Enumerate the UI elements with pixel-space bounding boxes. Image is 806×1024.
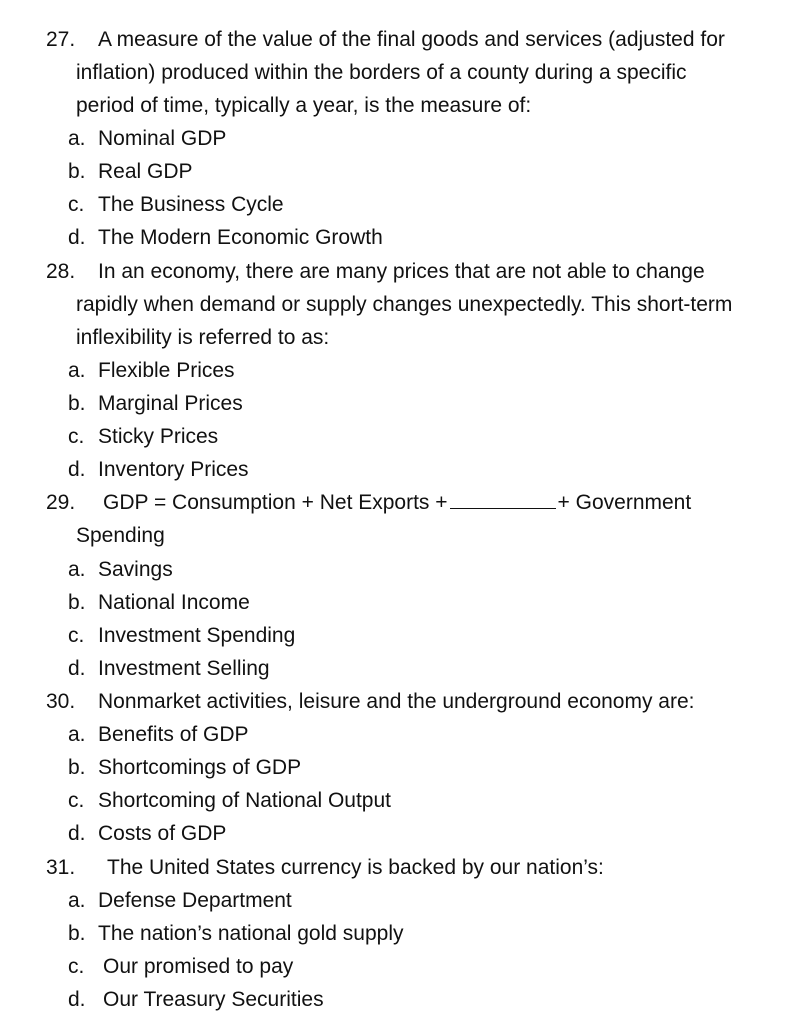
question-number: 30. <box>46 690 76 713</box>
option-text: Real GDP <box>98 160 193 183</box>
option-letter: c. <box>68 955 85 978</box>
option-letter: b. <box>68 756 86 779</box>
question-stem-line <box>46 27 75 53</box>
fill-in-blank <box>450 490 556 509</box>
question-stem-line: The United States currency is backed by our nation’s: <box>107 856 604 879</box>
question-stem-line: period of time, typically a year, is the measure of: <box>76 94 532 117</box>
option-text: Savings <box>98 558 173 581</box>
question-number: 27. <box>46 28 76 51</box>
question-stem-line: inflation) produced within the borders of a county during a specific <box>76 61 687 84</box>
question-stem-line: In an economy, there are many prices that are not able to change <box>98 260 705 283</box>
option-letter: b. <box>68 160 86 183</box>
option-text: Costs of GDP <box>98 822 227 845</box>
option-letter: a. <box>68 558 86 581</box>
option-text: Benefits of GDP <box>98 723 249 746</box>
option-letter: d. <box>68 458 86 481</box>
stem-after-blank: + Government <box>557 491 692 514</box>
option-text: Investment Selling <box>98 657 270 680</box>
option-text: Flexible Prices <box>98 359 235 382</box>
option-letter: a. <box>68 127 86 150</box>
option-text: Shortcomings of GDP <box>98 756 302 779</box>
option-text: National Income <box>98 591 250 614</box>
option-letter: d. <box>68 657 86 680</box>
option-letter: d. <box>68 226 86 249</box>
option-letter: b. <box>68 591 86 614</box>
question-stem-line: A measure of the value of the final goods and services (adjusted for <box>98 28 725 51</box>
option-letter: a. <box>68 359 86 382</box>
option-text: Investment Spending <box>98 624 296 647</box>
option-text: The Business Cycle <box>98 193 284 216</box>
option-letter: d. <box>68 822 86 845</box>
option-text: Nominal GDP <box>98 127 227 150</box>
option-text: Sticky Prices <box>98 425 219 448</box>
option-letter: a. <box>68 889 86 912</box>
option-text: Inventory Prices <box>98 458 249 481</box>
question-stem-line: Nonmarket activities, leisure and the underground economy are: <box>98 690 695 713</box>
option-text: Our promised to pay <box>103 955 294 978</box>
question-stem-line <box>103 490 691 516</box>
option-text: Our Treasury Securities <box>103 988 324 1011</box>
option-text: Defense Department <box>98 889 292 912</box>
option-text: The Modern Economic Growth <box>98 226 383 249</box>
option-letter: a. <box>68 723 86 746</box>
option-letter: d. <box>68 988 86 1011</box>
question-number: 31. <box>46 856 76 879</box>
option-letter: b. <box>68 922 86 945</box>
question-stem-line: inflexibility is referred to as: <box>76 326 330 349</box>
option-letter: c. <box>68 789 85 812</box>
question-stem-line: Spending <box>76 524 165 547</box>
question-number: 28. <box>46 260 76 283</box>
option-letter: c. <box>68 624 85 647</box>
option-text: Shortcoming of National Output <box>98 789 391 812</box>
option-text: The nation’s national gold supply <box>98 922 404 945</box>
option-letter: b. <box>68 392 86 415</box>
option-letter: c. <box>68 193 85 216</box>
question-number: 29. <box>46 491 76 514</box>
option-letter: c. <box>68 425 85 448</box>
question-stem-line: rapidly when demand or supply changes unexpectedly. This short-term <box>76 293 733 316</box>
stem-before-blank: GDP = Consumption + Net Exports + <box>103 491 448 514</box>
option-text: Marginal Prices <box>98 392 243 415</box>
